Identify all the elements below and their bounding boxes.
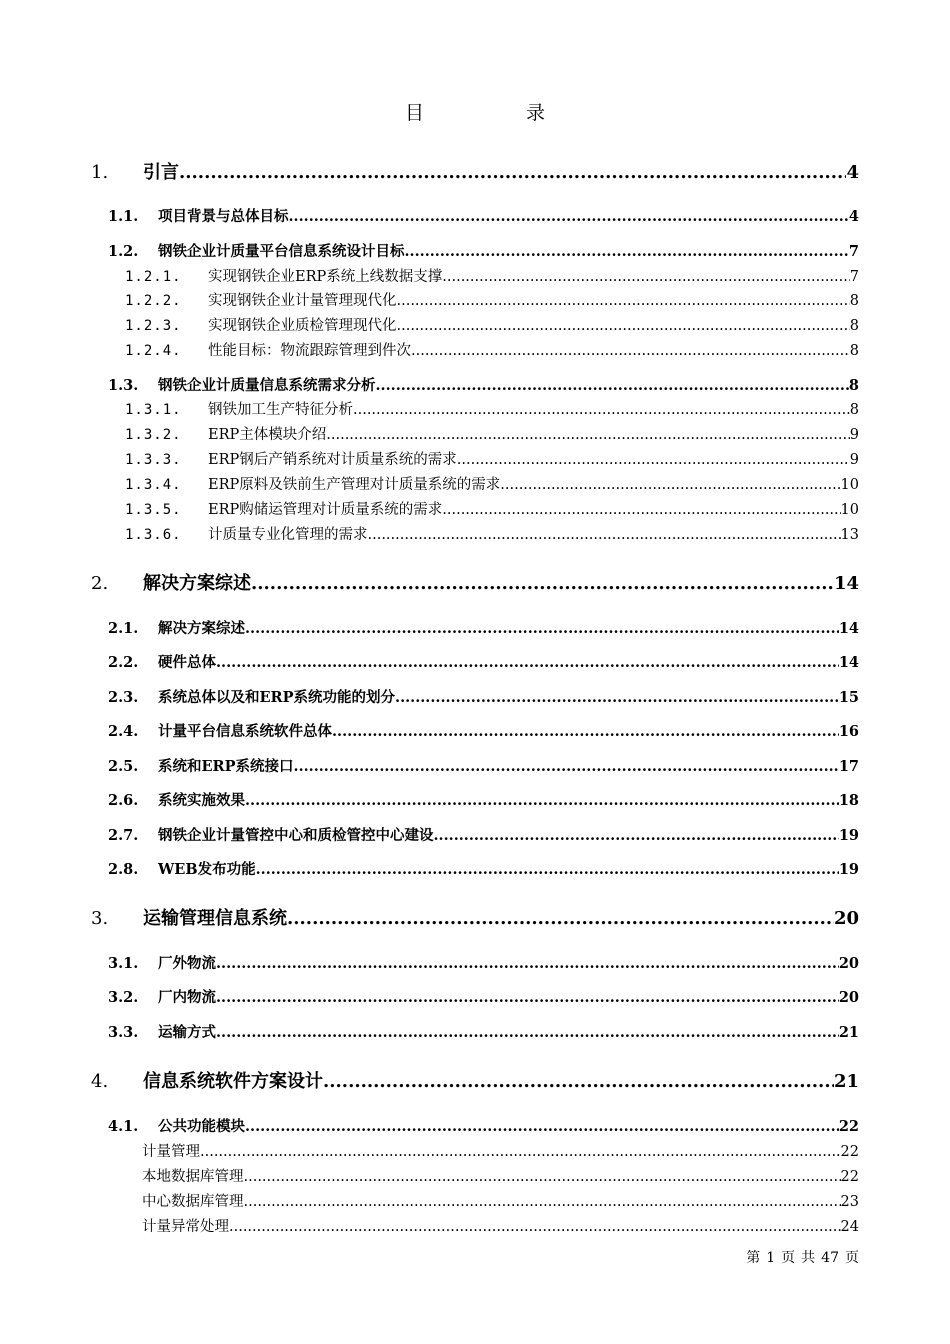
toc-dot-leader <box>216 654 839 671</box>
toc-entry-label: 中心数据库管理 <box>142 1194 244 1210</box>
toc-entry-label: 钢铁企业计质量信息系统需求分析 <box>158 377 376 394</box>
toc-entry-page: 8 <box>849 318 859 334</box>
toc-entry-page: 14 <box>833 573 859 594</box>
toc-entry-label: 信息系统软件方案设计 <box>143 1071 323 1092</box>
toc-dot-leader <box>397 318 850 334</box>
toc-dot-leader <box>395 689 839 706</box>
toc-entry-page: 7 <box>848 243 859 260</box>
toc-entry[interactable] <box>142 1190 859 1211</box>
toc-entry-page: 16 <box>838 723 859 740</box>
toc-dot-leader <box>244 1194 841 1210</box>
toc-entry-number: 1.2.4. <box>125 343 182 359</box>
toc-entry[interactable] <box>125 289 859 310</box>
toc-entry-label: 运输方式 <box>158 1024 216 1041</box>
toc-entry[interactable] <box>91 569 859 595</box>
toc-entry-page: 19 <box>838 827 859 844</box>
toc-dot-leader <box>326 427 850 443</box>
toc-entry-number: 3.2. <box>108 989 139 1006</box>
toc-entry[interactable] <box>125 523 859 544</box>
toc-entry-page: 9 <box>849 427 859 443</box>
toc-entry-number: 1.3. <box>108 377 139 394</box>
toc-entry-number: 2.1. <box>108 620 139 637</box>
toc-entry[interactable] <box>108 651 859 672</box>
toc-entry-number: 1.2.1. <box>125 269 182 285</box>
toc-entry-label: ERP原料及铁前生产管理对计质量系统的需求 <box>208 477 501 493</box>
toc-entry[interactable] <box>91 1067 859 1093</box>
toc-dot-leader <box>332 723 839 740</box>
toc-entry[interactable] <box>108 789 859 810</box>
toc-entry-label: ERP购储运管理对计质量系统的需求 <box>208 502 443 518</box>
toc-entry-label: 系统总体以及和ERP系统功能的划分 <box>158 689 396 706</box>
toc-entry-label: 实现钢铁企业质检管理现代化 <box>208 318 397 334</box>
toc-dot-leader <box>405 243 849 260</box>
toc-entry-page: 7 <box>849 269 859 285</box>
toc-entry[interactable] <box>142 1165 859 1186</box>
toc-entry[interactable] <box>108 824 859 845</box>
toc-dot-leader <box>229 1219 841 1235</box>
toc-entry[interactable] <box>108 617 859 638</box>
toc-title <box>0 98 950 125</box>
toc-title-part1: 目 <box>404 102 424 124</box>
toc-entry-number: 1.3.6. <box>125 527 182 543</box>
toc-dot-leader <box>216 989 839 1006</box>
toc-entry[interactable] <box>108 720 859 741</box>
toc-entry[interactable] <box>125 448 859 469</box>
toc-title-part2: 录 <box>526 102 546 124</box>
toc-entry-page: 24 <box>840 1219 859 1235</box>
toc-entry-page: 14 <box>838 654 859 671</box>
toc-entry[interactable] <box>142 1215 859 1236</box>
toc-entry-page: 15 <box>838 689 859 706</box>
toc-entry-page: 9 <box>849 452 859 468</box>
toc-entry-page: 23 <box>840 1194 859 1210</box>
toc-entry-label: 钢铁企业计质量平台信息系统设计目标 <box>158 243 405 260</box>
toc-entry[interactable] <box>125 398 859 419</box>
toc-dot-leader <box>457 452 850 468</box>
toc-entry-number: 2. <box>91 573 109 594</box>
toc-entry-label: ERP主体模块介绍 <box>208 427 327 443</box>
toc-entry-label: 计量异常处理 <box>142 1219 229 1235</box>
toc-entry-page: 20 <box>838 989 859 1006</box>
toc-entry[interactable] <box>108 952 859 973</box>
toc-entry-number: 1.3.1. <box>125 402 182 418</box>
toc-entry-page: 20 <box>833 908 859 929</box>
toc-dot-leader <box>245 620 839 637</box>
toc-entry[interactable] <box>91 158 859 184</box>
toc-dot-leader <box>411 343 850 359</box>
toc-dot-leader <box>245 792 839 809</box>
toc-entry-page: 4 <box>848 208 859 225</box>
toc-entry-page: 20 <box>838 955 859 972</box>
toc-dot-leader <box>434 827 839 844</box>
toc-entry-number: 2.7. <box>108 827 139 844</box>
toc-dot-leader <box>442 502 840 518</box>
toc-entry-number: 1. <box>91 162 109 183</box>
toc-entry-page: 14 <box>838 620 859 637</box>
toc-entry-page: 8 <box>848 377 859 394</box>
toc-entry-number: 2.4. <box>108 723 139 740</box>
toc-entry-page: 22 <box>840 1169 859 1185</box>
toc-entry-number: 2.6. <box>108 792 139 809</box>
toc-entry-number: 2.8. <box>108 861 139 878</box>
toc-dot-leader <box>245 1118 839 1135</box>
footer-d: 页 <box>845 1250 859 1266</box>
toc-entry[interactable] <box>108 858 859 879</box>
toc-dot-leader <box>442 269 850 285</box>
toc-entry-page: 19 <box>838 861 859 878</box>
toc-entry[interactable] <box>108 986 859 1007</box>
toc-entry-label: 系统实施效果 <box>158 792 245 809</box>
toc-entry-number: 1.2.2. <box>125 293 182 309</box>
toc-entry-page: 10 <box>840 502 859 518</box>
toc-entry-page: 4 <box>846 162 859 183</box>
toc-entry[interactable] <box>108 205 859 226</box>
toc-entry-number: 1.3.2. <box>125 427 182 443</box>
toc-dot-leader <box>289 208 849 225</box>
toc-entry[interactable] <box>142 1140 859 1161</box>
toc-entry-label: WEB发布功能 <box>158 861 256 878</box>
toc-dot-leader <box>294 758 839 775</box>
footer-b: 页 <box>781 1250 796 1266</box>
footer-page: 1 <box>766 1250 776 1266</box>
toc-entry-label: 性能目标：物流跟踪管理到件次 <box>208 343 411 359</box>
footer-total: 47 <box>821 1250 839 1266</box>
toc-entry-page: 21 <box>833 1071 859 1092</box>
toc-entry-page: 18 <box>838 792 859 809</box>
toc-entry-number: 1.2.3. <box>125 318 182 334</box>
toc-entry-page: 13 <box>840 527 859 543</box>
toc-entry-label: 实现钢铁企业计量管理现代化 <box>208 293 397 309</box>
toc-entry[interactable] <box>125 314 859 335</box>
toc-entry[interactable] <box>108 240 859 261</box>
toc-entry-page: 17 <box>838 758 859 775</box>
toc-entry[interactable] <box>108 1115 859 1136</box>
toc-dot-leader <box>500 477 840 493</box>
toc-entry-label: 钢铁企业计量管控中心和质检管控中心建设 <box>158 827 434 844</box>
toc-entry-number: 1.1. <box>108 208 139 225</box>
toc-dot-leader <box>216 955 839 972</box>
toc-dot-leader <box>256 861 839 878</box>
toc-entry-number: 3.3. <box>108 1024 139 1041</box>
toc-entry[interactable] <box>125 498 859 519</box>
toc-dot-leader <box>200 1144 841 1160</box>
toc-entry-number: 2.3. <box>108 689 139 706</box>
toc-entry-label: 厂外物流 <box>158 955 216 972</box>
toc-entry-label: 运输管理信息系统 <box>143 908 287 929</box>
toc-entry-page: 8 <box>849 402 859 418</box>
toc-entry[interactable] <box>125 423 859 444</box>
toc-dot-leader <box>353 402 850 418</box>
toc-entry-number: 2.2. <box>108 654 139 671</box>
page-footer <box>740 1247 859 1267</box>
toc-entry-label: 计量平台信息系统软件总体 <box>158 723 332 740</box>
toc-entry-page: 22 <box>840 1144 859 1160</box>
toc-entry-page: 10 <box>840 477 859 493</box>
toc-dot-leader <box>376 377 849 394</box>
footer-c: 共 <box>801 1250 816 1266</box>
toc-entry[interactable] <box>125 265 859 286</box>
toc-entry-number: 2.5. <box>108 758 139 775</box>
toc-dot-leader <box>216 1024 839 1041</box>
toc-entry-number: 1.3.3. <box>125 452 182 468</box>
toc-entry-label: 钢铁加工生产特征分析 <box>208 402 353 418</box>
toc-dot-leader <box>251 573 834 594</box>
toc-entry-label: 厂内物流 <box>158 989 216 1006</box>
toc-entry-page: 8 <box>849 293 859 309</box>
toc-entry[interactable] <box>125 339 859 360</box>
toc-entry-page: 21 <box>838 1024 859 1041</box>
toc-entry-label: 本地数据库管理 <box>142 1169 244 1185</box>
footer-a: 第 <box>746 1250 761 1266</box>
toc-entry-number: 1.3.5. <box>125 502 182 518</box>
toc-entry[interactable] <box>108 1021 859 1042</box>
toc-dot-leader <box>287 908 834 929</box>
toc-entry-label: 引言 <box>143 162 179 183</box>
toc-dot-leader <box>244 1169 841 1185</box>
toc-dot-leader <box>368 527 841 543</box>
toc-entry[interactable] <box>125 473 859 494</box>
toc-entry-label: ERP钢后产销系统对计质量系统的需求 <box>208 452 457 468</box>
toc-entry-number: 1.2. <box>108 243 139 260</box>
toc-dot-leader <box>179 162 846 183</box>
toc-entry[interactable] <box>108 686 859 707</box>
toc-entry-label: 解决方案综述 <box>143 573 251 594</box>
toc-entry-number: 3. <box>91 908 109 929</box>
toc-entry-label: 计量管理 <box>142 1144 200 1160</box>
toc-entry-label: 计质量专业化管理的需求 <box>208 527 368 543</box>
toc-dot-leader <box>397 293 850 309</box>
toc-entry[interactable] <box>108 374 859 395</box>
toc-entry-number: 3.1. <box>108 955 139 972</box>
toc-entry-page: 22 <box>838 1118 859 1135</box>
toc-entry-label: 系统和ERP系统接口 <box>158 758 294 775</box>
toc-entry-label: 公共功能模块 <box>158 1118 245 1135</box>
toc-entry-number: 4. <box>91 1071 109 1092</box>
toc-entry-label: 实现钢铁企业ERP系统上线数据支撑 <box>208 269 443 285</box>
toc-dot-leader <box>323 1071 834 1092</box>
toc-entry-label: 硬件总体 <box>158 654 216 671</box>
toc-entry[interactable] <box>91 904 859 930</box>
toc-entry-number: 1.3.4. <box>125 477 182 493</box>
toc-entry-label: 解决方案综述 <box>158 620 245 637</box>
toc-entry-page: 8 <box>849 343 859 359</box>
toc-entry-label: 项目背景与总体目标 <box>158 208 289 225</box>
toc-entry-number: 4.1. <box>108 1118 139 1135</box>
toc-entry[interactable] <box>108 755 859 776</box>
